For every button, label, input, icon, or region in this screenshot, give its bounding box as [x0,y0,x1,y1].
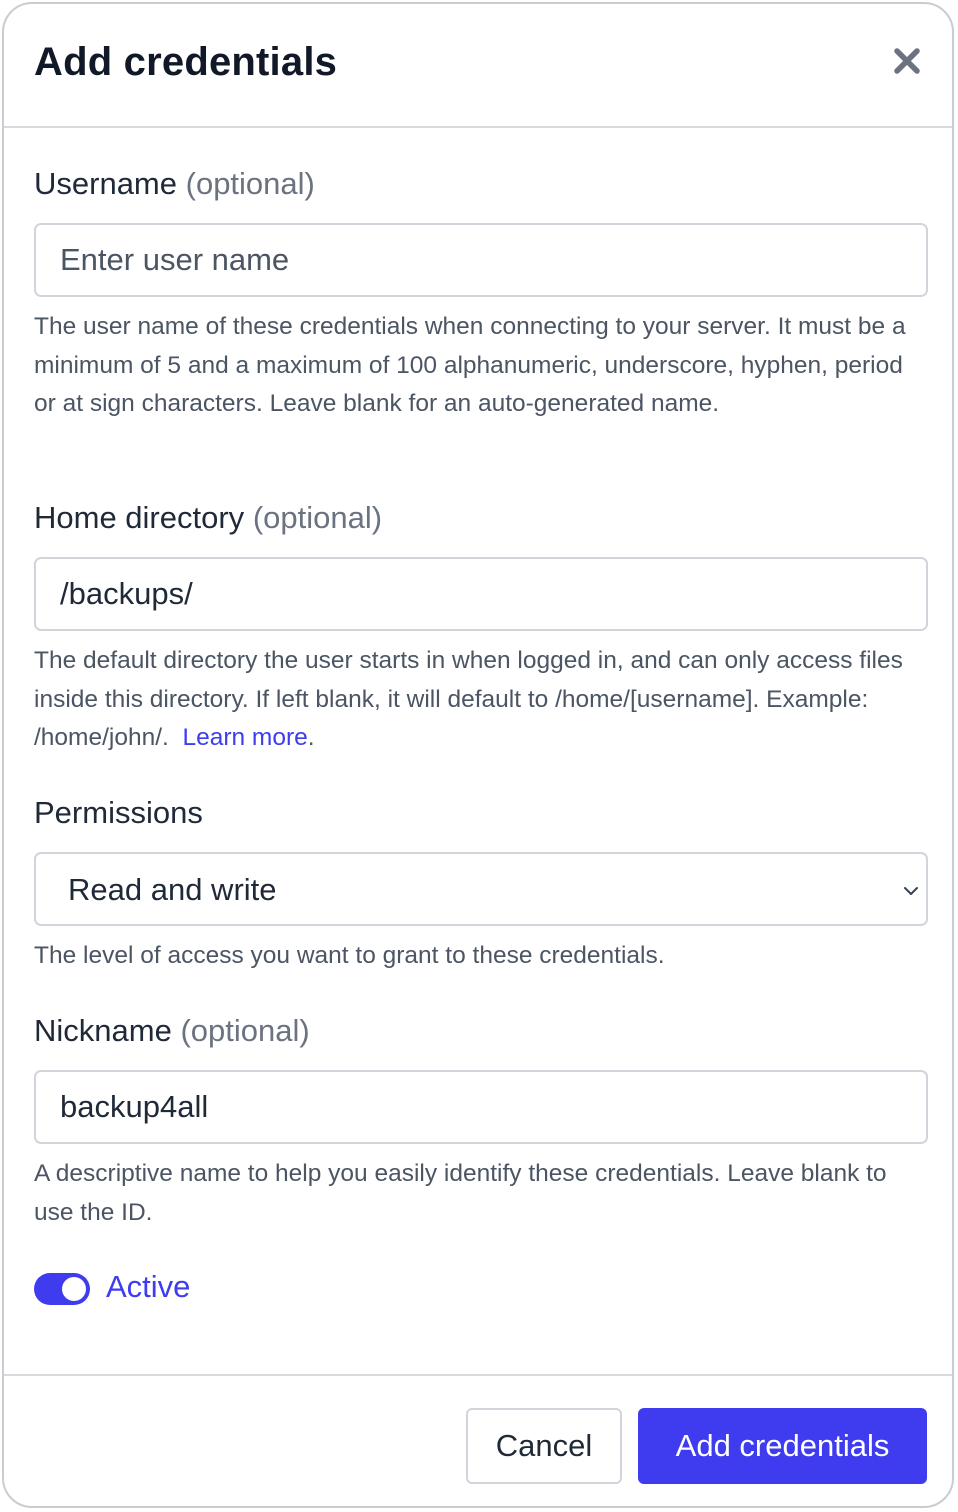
dialog-title: Add credentials [34,40,338,84]
learn-more-link[interactable]: Learn more [182,724,308,751]
nickname-help: A descriptive name to help you easily identify these credentials. Leave blank to use the ID. [34,1160,887,1226]
permissions-selected-value: Read and write [68,872,277,907]
nickname-input[interactable] [36,1072,926,1142]
permissions-select[interactable] [34,852,928,926]
username-input[interactable] [36,225,926,295]
chevron-down-icon [902,882,920,900]
active-label[interactable]: Active [106,1269,191,1304]
dialog-header [4,4,952,128]
home-directory-label: Home directory (optional) [34,500,383,535]
cancel-button[interactable]: Cancel [466,1408,622,1484]
nickname-field[interactable] [34,1070,928,1144]
username-label: Username (optional) [34,166,315,201]
nickname-label: Nickname (optional) [34,1013,310,1048]
add-credentials-dialog [2,2,954,1508]
permissions-help: The level of access you want to grant to these credentials. [34,942,665,969]
home-directory-input[interactable] [36,559,926,629]
username-field[interactable] [34,223,928,297]
add-credentials-button[interactable]: Add credentials [638,1408,927,1484]
close-button[interactable] [890,44,924,78]
username-help: The user name of these credentials when connecting to your server. It must be a minimum of 5 and a maximum of 100 alphanumeric, underscore, hyphen, period or at sign characters. Leave blank for an auto-generated name. [34,313,906,417]
toggle-knob [62,1277,86,1301]
home-directory-field[interactable] [34,557,928,631]
dialog-footer [4,1374,952,1508]
permissions-label: Permissions [34,795,203,830]
close-icon [890,44,924,78]
home-directory-help: The default directory the user starts in when logged in, and can only access files inside this directory. If left blank, it will default to /home/[username]. Example: /home/john/. Learn more. [34,647,903,751]
active-toggle[interactable] [34,1273,90,1305]
